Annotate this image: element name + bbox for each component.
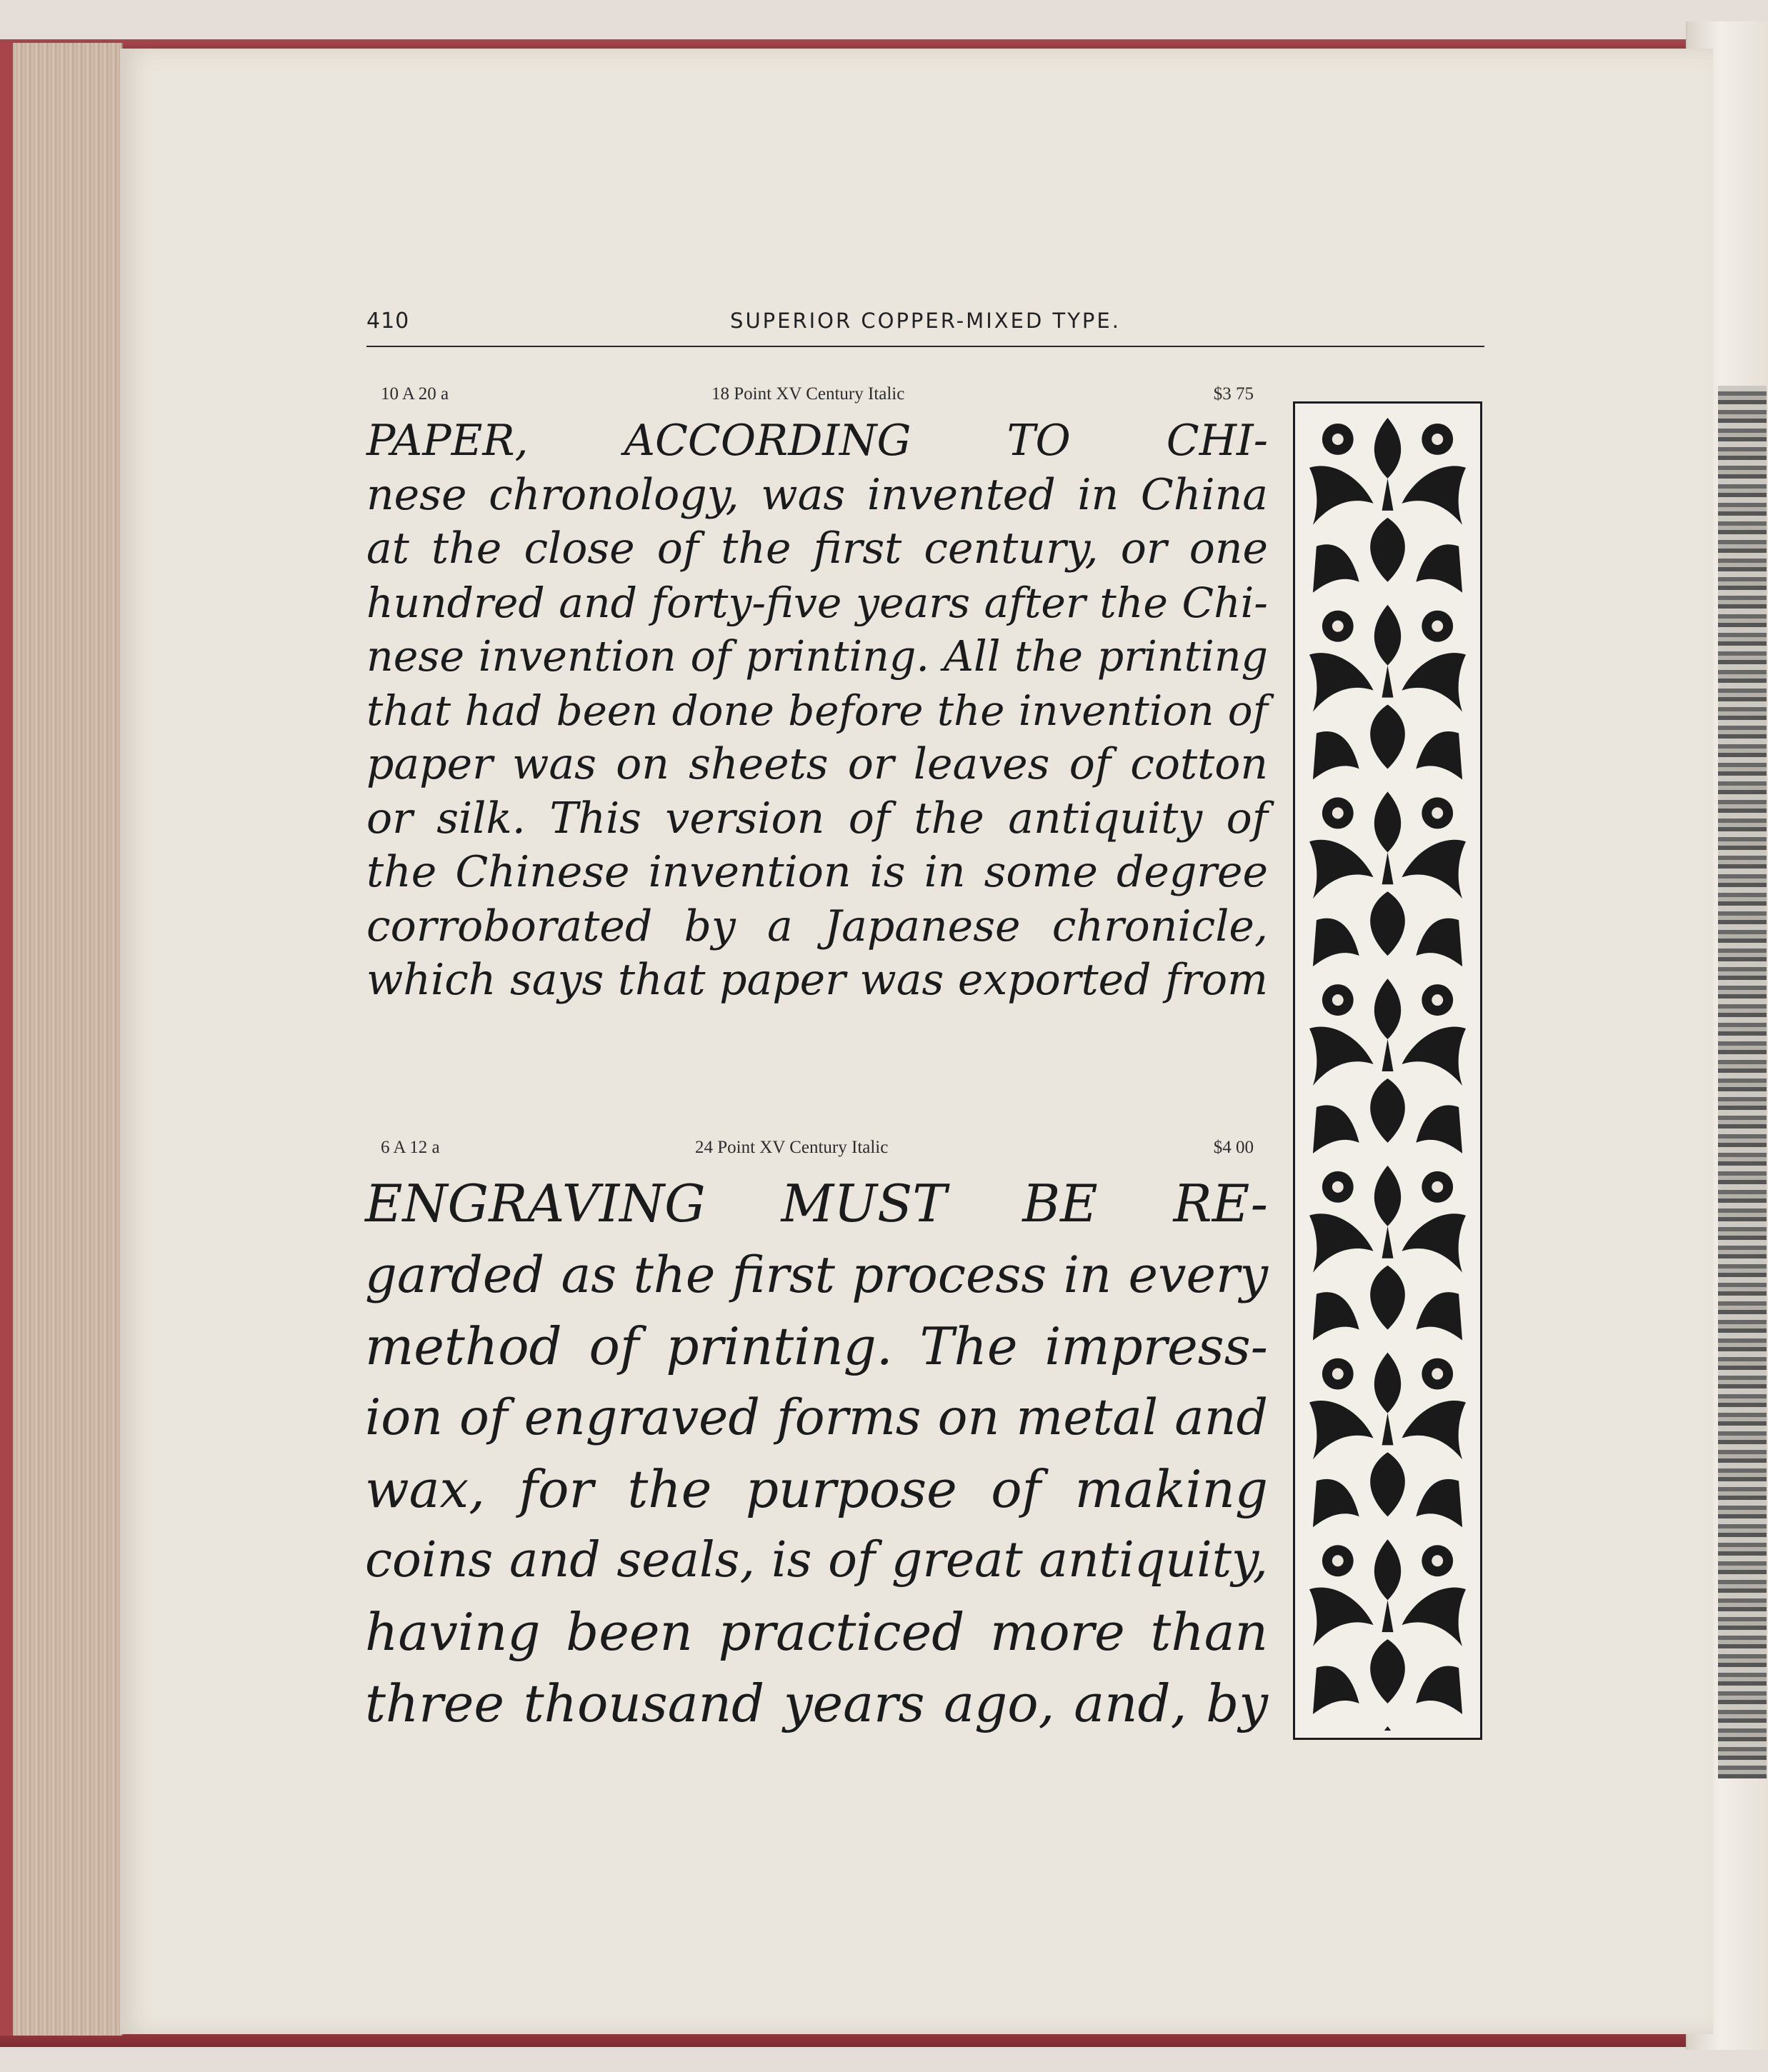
ornament-motif	[1309, 605, 1466, 780]
ornament-motif	[1309, 1539, 1466, 1714]
ornament-motif	[1309, 1726, 1466, 1731]
specimen-line: three thousand years ago, and, by	[365, 1673, 1268, 1733]
specimen-line: having been practiced more than	[365, 1602, 1268, 1662]
specimen-line: the Chinese invention is in some degree	[366, 847, 1268, 897]
ornament-motif	[1309, 418, 1466, 593]
specimen-line: nese invention of printing. All the printing	[366, 632, 1268, 681]
specimen-line: hundred and forty-five years after the Chi-	[366, 578, 1268, 627]
specimen-line: wax, for the purpose of making	[365, 1459, 1268, 1519]
page-number: 410	[366, 309, 410, 334]
font-name: 18 Point XV Century Italic	[711, 384, 905, 404]
specimen-line: which says that paper was exported from	[366, 955, 1268, 1005]
specimen-line: nese chronology, was invented in China	[366, 469, 1268, 520]
price: $4 00	[1213, 1138, 1254, 1157]
page-edges	[0, 43, 123, 2036]
specimen-1-header	[381, 384, 1254, 410]
ornament-svg	[1302, 411, 1473, 1731]
specimen-line: at the close of the first century, or one	[366, 524, 1268, 574]
running-head-title: SUPERIOR COPPER-MIXED TYPE.	[730, 309, 1121, 333]
font-count: 6 A 12 a	[381, 1138, 440, 1157]
specimen-line: ENGRAVING MUST BE RE-	[365, 1173, 1268, 1233]
specimen-1-text	[366, 414, 1268, 1008]
specimen-line: paper was on sheets or leaves of cotton	[366, 739, 1268, 789]
font-count: 10 A 20 a	[381, 384, 449, 404]
ornament-motif	[1309, 791, 1466, 966]
next-page-ornament	[1718, 386, 1767, 1778]
specimen-2-header	[381, 1138, 1254, 1163]
ornament-motif	[1309, 1353, 1466, 1528]
specimen-line: ion of engraved forms on metal and	[365, 1388, 1268, 1446]
specimen-line: PAPER, ACCORDING TO CHI-	[366, 416, 1268, 466]
cover-edge	[0, 43, 13, 2036]
specimen-2-text	[365, 1168, 1268, 1739]
specimen-line: corroborated by a Japanese chronicle,	[366, 901, 1268, 951]
specimen-line: or silk. This version of the antiquity of	[366, 793, 1268, 844]
specimen-line: garded as the first process in every	[365, 1246, 1268, 1304]
ornament-motif	[1309, 1166, 1466, 1341]
ornament-motif	[1309, 979, 1466, 1153]
floral-border-ornament-icon	[1293, 401, 1482, 1740]
specimen-line: method of printing. The impress-	[365, 1316, 1268, 1376]
font-name: 24 Point XV Century Italic	[695, 1138, 889, 1157]
running-head	[366, 309, 1484, 347]
specimen-line: coins and seals, is of great antiquity,	[365, 1532, 1268, 1588]
price: $3 75	[1213, 384, 1254, 404]
specimen-line: that had been done before the invention of	[366, 686, 1268, 735]
